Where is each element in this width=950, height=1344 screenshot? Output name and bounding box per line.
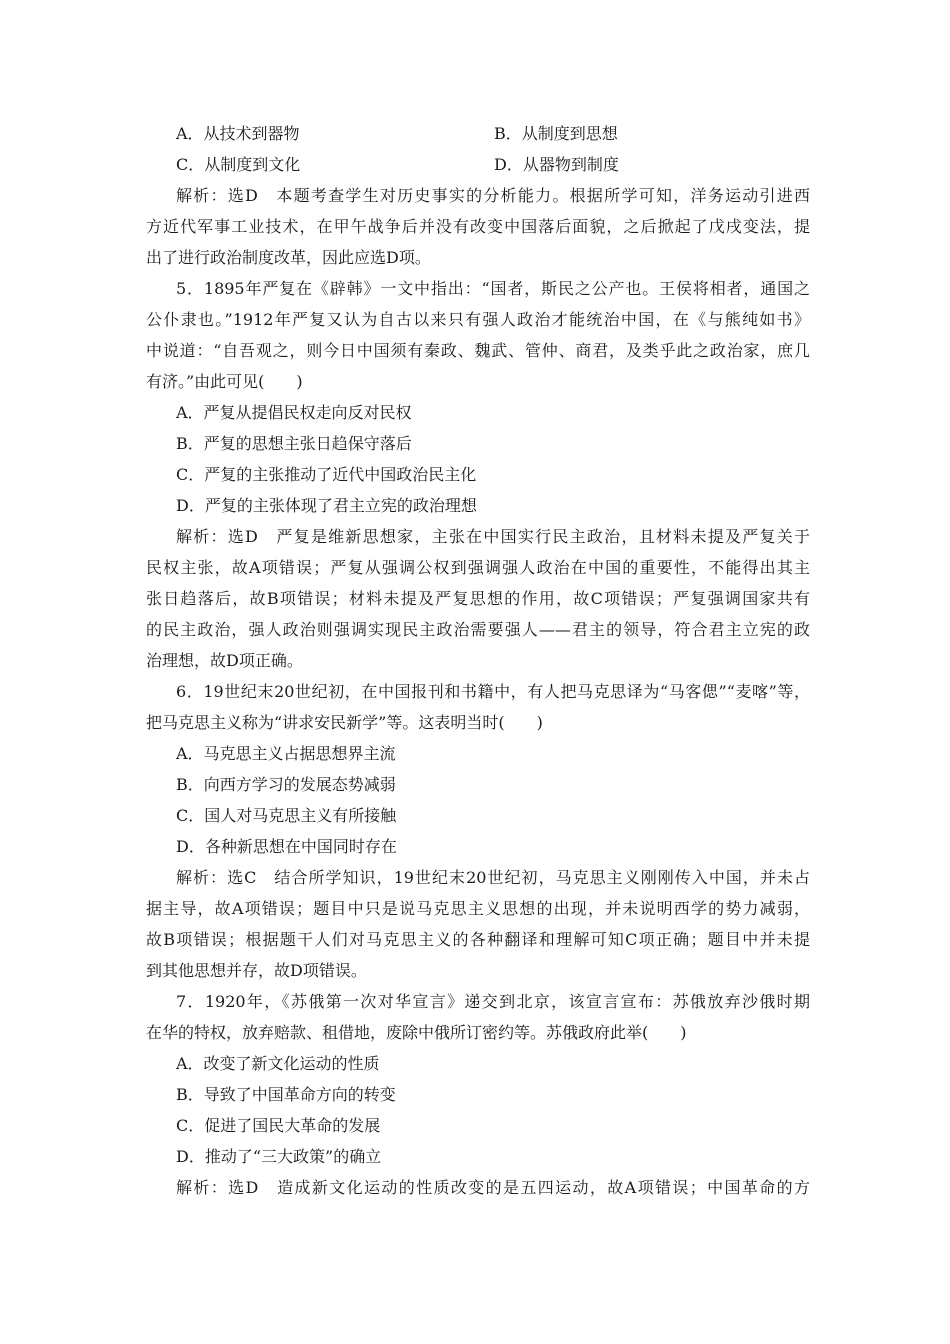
q6-option-a: A．马克思主义占据思想界主流 xyxy=(176,744,396,763)
q7-stem-line: 在华的特权，放弃赔款、租借地，废除中俄所订密约等。苏俄政府此举( ) xyxy=(146,1023,687,1042)
q4-analysis-line: 解析：选D 本题考查学生对历史事实的分析能力。根据所学可知，洋务运动引进西 xyxy=(176,186,810,205)
q4-option-row xyxy=(146,118,810,149)
q6-analysis-line: 据主导，故A项错误；题目中只是说马克思主义思想的出现，并未说明西学的势力减弱， xyxy=(146,899,810,918)
q6-option-b: B．向西方学习的发展态势减弱 xyxy=(176,775,396,794)
q6-analysis-line: 到其他思想并存，故D项错误。 xyxy=(146,961,367,980)
q5-stem-line: 公仆隶也。”1912年严复又认为自古以来只有强人政治才能统治中国，在《与熊纯如书》 xyxy=(146,310,810,329)
q5-analysis-line: 民权主张，故A项错误；严复从强调公权到强调强人政治在中国的重要性，不能得出其主 xyxy=(146,558,810,577)
q5-stem-line: 有济。”由此可见( ) xyxy=(146,372,303,391)
q7-option-d: D．推动了“三大政策”的确立 xyxy=(176,1147,382,1166)
q5-analysis-line: 解析：选D 严复是维新思想家，主张在中国实行民主政治，且材料未提及严复关于 xyxy=(176,527,810,546)
q4-option-b: B．从制度到思想 xyxy=(494,124,618,143)
q4-analysis-line: 方近代军事工业技术，在甲午战争后并没有改变中国落后面貌，之后掀起了戊戌变法，提 xyxy=(146,217,810,236)
q7-option-a: A．改变了新文化运动的性质 xyxy=(176,1054,380,1073)
q5-stem-line: 中说道：“自吾观之，则今日中国须有秦政、魏武、管仲、商君，及类乎此之政治家，庶几 xyxy=(146,341,810,360)
q6-option-d: D．各种新思想在中国同时存在 xyxy=(176,837,397,856)
q5-stem-line: 5．1895年严复在《辟韩》一文中指出：“国者，斯民之公产也。王侯将相者，通国之 xyxy=(176,279,810,298)
q7-option-c: C．促进了国民大革命的发展 xyxy=(176,1116,381,1135)
q7-option-b: B．导致了中国革命方向的转变 xyxy=(176,1085,396,1104)
q6-analysis-line: 故B项错误；根据题干人们对马克思主义的各种翻译和理解可知C项正确；题目中并未提 xyxy=(146,930,810,949)
q5-option-c: C．严复的主张推动了近代中国政治民主化 xyxy=(176,465,477,484)
q5-analysis-line: 张日趋落后，故B项错误；材料未提及严复思想的作用，故C项错误；严复强调国家共有 xyxy=(146,589,810,608)
q4-analysis-line: 出了进行政治制度改革，因此应选D项。 xyxy=(146,248,431,267)
q4-option-c: C．从制度到文化 xyxy=(176,155,301,174)
q4-option-a: A．从技术到器物 xyxy=(176,124,300,143)
q4-option-d: D．从器物到制度 xyxy=(494,155,619,174)
q5-option-b: B．严复的思想主张日趋保守落后 xyxy=(176,434,412,453)
q7-analysis-line: 解析：选D 造成新文化运动的性质改变的是五四运动，故A项错误；中国革命的方 xyxy=(176,1178,810,1197)
q6-analysis-line: 解析：选C 结合所学知识，19世纪末20世纪初，马克思主义刚刚传入中国，并未占 xyxy=(176,868,810,887)
q5-option-a: A．严复从提倡民权走向反对民权 xyxy=(176,403,412,422)
q6-option-c: C．国人对马克思主义有所接触 xyxy=(176,806,397,825)
q4-option-row xyxy=(146,149,810,180)
q7-stem-line: 7．1920年，《苏俄第一次对华宣言》递交到北京，该宣言宣布：苏俄放弃沙俄时期 xyxy=(176,992,810,1011)
page-content xyxy=(146,118,810,1203)
q5-option-d: D．严复的主张体现了君主立宪的政治理想 xyxy=(176,496,477,515)
q5-analysis-line: 治理想，故D项正确。 xyxy=(146,651,303,670)
q6-stem-line: 把马克思主义称为“讲求安民新学”等。这表明当时( ) xyxy=(146,713,543,732)
q5-analysis-line: 的民主政治，强人政治则强调实现民主政治需要强人——君主的领导，符合君主立宪的政 xyxy=(146,620,810,639)
q6-stem-line: 6．19世纪末20世纪初，在中国报刊和书籍中，有人把马克思译为“马客偲”“麦喀”等， xyxy=(176,682,810,701)
